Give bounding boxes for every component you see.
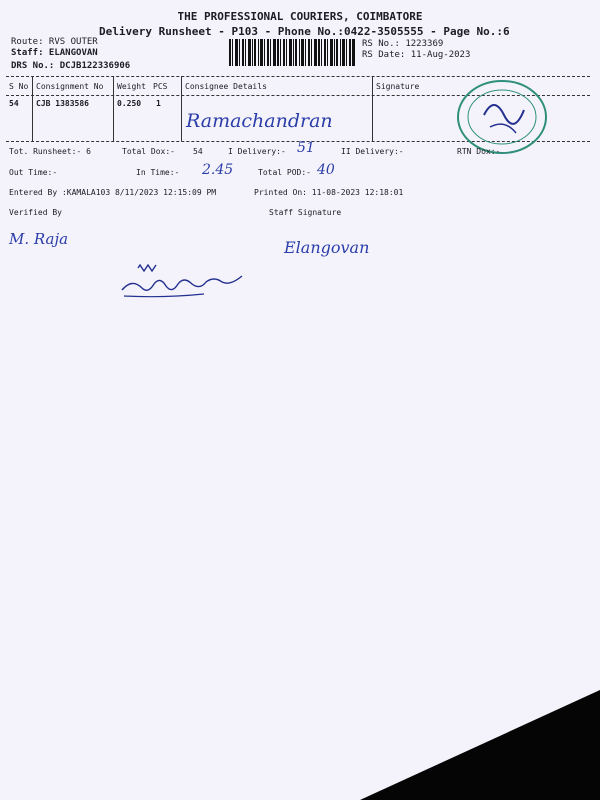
scan-corner-shadow xyxy=(360,690,600,800)
verified-by-label: Verified By xyxy=(9,208,62,217)
col-divider xyxy=(113,76,114,141)
header-weight: Weight xyxy=(117,82,146,91)
header-consignment: Consignment No xyxy=(36,82,104,91)
row-weight: 0.250 xyxy=(117,99,142,108)
rtn-dox-label: RTN Dox:- xyxy=(457,147,501,156)
entered-by: Entered By :KAMALA103 8/11/2023 12:15:09 PM xyxy=(9,188,217,197)
header-sno: S No xyxy=(9,82,29,91)
route-label: Route: RVS OUTER xyxy=(11,37,98,47)
company-title: THE PROFESSIONAL COURIERS, COIMBATORE xyxy=(177,10,423,23)
col-divider xyxy=(32,76,33,141)
in-time-value: 2.45 xyxy=(202,162,234,178)
total-pod-value: 40 xyxy=(317,162,335,178)
in-time-label: In Time:- xyxy=(136,168,180,177)
total-pod-label: Total POD:- xyxy=(258,168,311,177)
scribble-signature xyxy=(116,260,266,305)
i-delivery-label: I Delivery:- xyxy=(228,147,286,156)
tot-runsheet: Tot. Runsheet:- 6 xyxy=(9,147,91,156)
printed-on: Printed On: 11-08-2023 12:18:01 xyxy=(254,188,404,197)
runsheet-subtitle: Delivery Runsheet - P103 - Phone No.:0422-3505555 - Page No.:6 xyxy=(99,25,510,38)
drs-number: DRS No.: DCJB122336906 xyxy=(11,61,131,71)
col-divider xyxy=(372,76,373,141)
out-time-label: Out Time:- xyxy=(9,168,58,177)
total-dox-label: Total Dox:- xyxy=(122,147,175,156)
header-consignee: Consignee Details xyxy=(185,82,267,91)
company-stamp xyxy=(454,75,554,155)
verifier-signature: M. Raja xyxy=(9,230,69,248)
header-signature: Signature xyxy=(376,82,420,91)
row-sno: 54 xyxy=(9,99,19,108)
rs-number: RS No.: 1223369 xyxy=(362,39,444,49)
row-pcs: 1 xyxy=(156,99,161,108)
rs-date: RS Date: 11-Aug-2023 xyxy=(362,50,471,60)
barcode xyxy=(229,39,355,66)
consignee-handwritten: Ramachandran xyxy=(186,110,333,132)
col-divider xyxy=(181,76,182,141)
staff-signature: Elangovan xyxy=(284,238,370,257)
total-dox-value: 54 xyxy=(193,147,203,156)
header-pcs: PCS xyxy=(153,82,168,91)
i-delivery-value: 51 xyxy=(297,140,315,156)
staff-label: Staff: ELANGOVAN xyxy=(11,48,98,58)
ii-delivery-label: II Delivery:- xyxy=(341,147,404,156)
staff-signature-label: Staff Signature xyxy=(269,208,342,217)
row-consignment: CJB 1383586 xyxy=(36,99,89,108)
